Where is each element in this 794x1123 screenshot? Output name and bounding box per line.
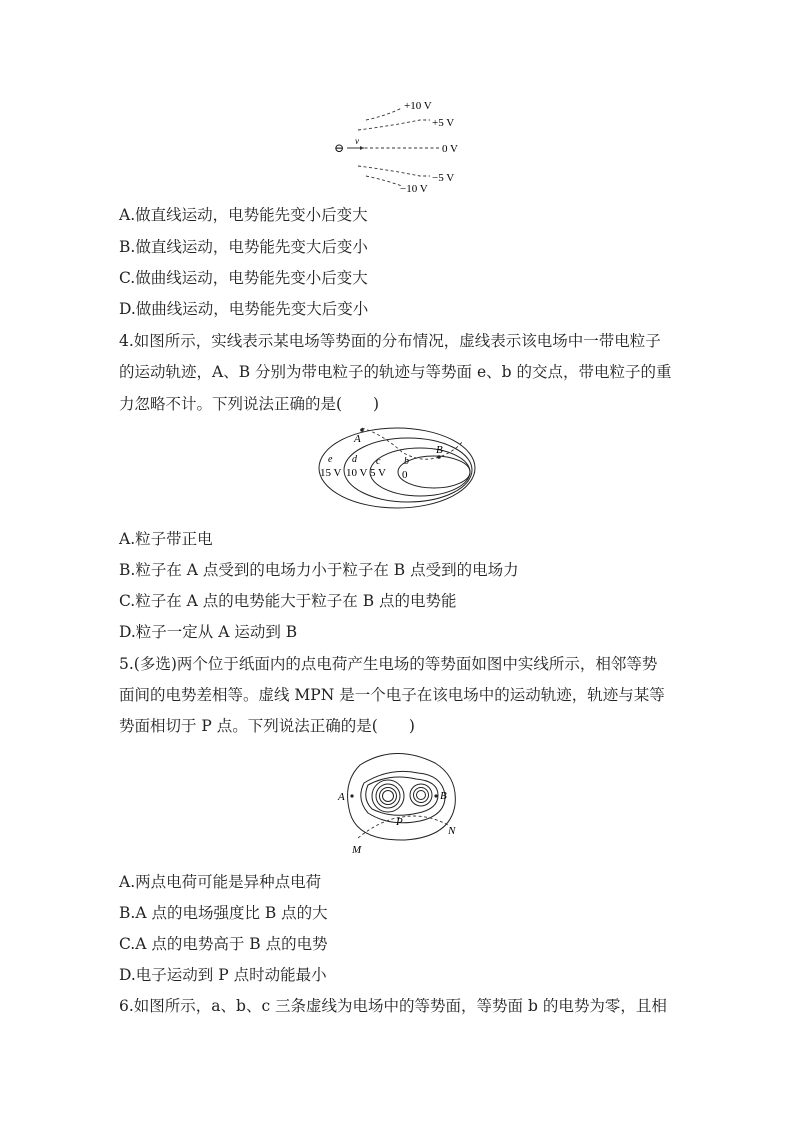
point-b-label: B: [436, 444, 443, 456]
q5-option-c: C.A 点的电势高于 B 点的电势: [119, 935, 328, 953]
label-minus10: −10 V: [400, 183, 428, 195]
q6-stem-line-1: 6.如图所示，a、b、c 三条虚线为电场中的等势面，等势面 b 的电势为零，且相: [119, 997, 667, 1015]
q3-option-b: B.做直线运动，电势能先变大后变小: [119, 238, 368, 256]
equipotential-figure-q5: [330, 745, 470, 860]
q4-stem-line-1: 4.如图所示，实线表示某电场等势面的分布情况，虚线表示该电场中一带电粒子: [119, 332, 661, 350]
velocity-label: v: [355, 136, 359, 146]
point-a-label: A: [338, 791, 345, 803]
trajectory: [362, 428, 462, 459]
q4-option-d: D.粒子一定从 A 运动到 B: [119, 623, 298, 641]
equipotential-minus10: [366, 176, 402, 186]
equipotential-plus5: [358, 120, 430, 130]
label-zero: 0 V: [442, 143, 458, 155]
surface-e-label: e: [328, 454, 333, 465]
equipotential-figure-1: [330, 96, 470, 196]
potential-15v: 15 V: [320, 467, 342, 479]
point-p-label: P: [396, 816, 403, 828]
potential-0: 0: [402, 469, 408, 481]
label-plus5: +5 V: [432, 117, 455, 129]
label-minus5: −5 V: [432, 172, 455, 184]
point-a-label: A: [354, 433, 361, 445]
surface-c-label: c: [376, 456, 381, 467]
point-m-label: M: [352, 844, 362, 856]
q4-option-a: A.粒子带正电: [119, 530, 213, 548]
particle-symbol: ⊖: [334, 141, 345, 155]
q3-option-a: A.做直线运动，电势能先变小后变大: [119, 206, 368, 224]
q5-stem-line-1: 5.(多选)两个位于纸面内的点电荷产生电场的等势面如图中实线所示，相邻等势: [119, 655, 658, 673]
q4-option-b: B.粒子在 A 点受到的电场力小于粒子在 B 点受到的电场力: [119, 561, 519, 579]
point-b-label: B: [440, 790, 447, 802]
q5-option-a: A.两点电荷可能是异种点电荷: [119, 873, 322, 891]
q5-stem-line-3: 势面相切于 P 点。下列说法正确的是( ): [119, 717, 415, 735]
q5-option-b: B.A 点的电场强度比 B 点的大: [119, 904, 328, 922]
potential-10v: 10 V: [346, 467, 368, 479]
q4-stem-line-2: 的运动轨迹，A、B 分别为带电粒子的轨迹与等势面 e、b 的交点，带电粒子的重: [119, 363, 672, 381]
q5-stem-line-2: 面间的电势差相等。虚线 MPN 是一个电子在该电场中的运动轨迹，轨迹与某等: [119, 686, 665, 704]
point-n-label: N: [448, 825, 456, 837]
q4-stem-line-3: 力忽略不计。下列说法正确的是( ): [119, 395, 380, 413]
q3-option-c: C.做曲线运动，电势能先变小后变大: [119, 269, 368, 287]
equipotential-figure-q4: [310, 420, 480, 520]
q4-option-c: C.粒子在 A 点的电势能大于粒子在 B 点的电势能: [119, 592, 457, 610]
label-plus10: +10 V: [404, 100, 432, 112]
equipotential-plus10: [366, 108, 402, 120]
surface-b-label: b: [404, 456, 409, 467]
surface-d-label: d: [352, 454, 357, 465]
q5-option-d: D.电子运动到 P 点时动能最小: [119, 966, 327, 984]
equipotential-minus5: [358, 166, 430, 176]
q3-option-d: D.做曲线运动，电势能先变大后变小: [119, 300, 369, 318]
trajectory-mpn: [358, 816, 448, 838]
potential-5v: 5 V: [370, 467, 386, 479]
